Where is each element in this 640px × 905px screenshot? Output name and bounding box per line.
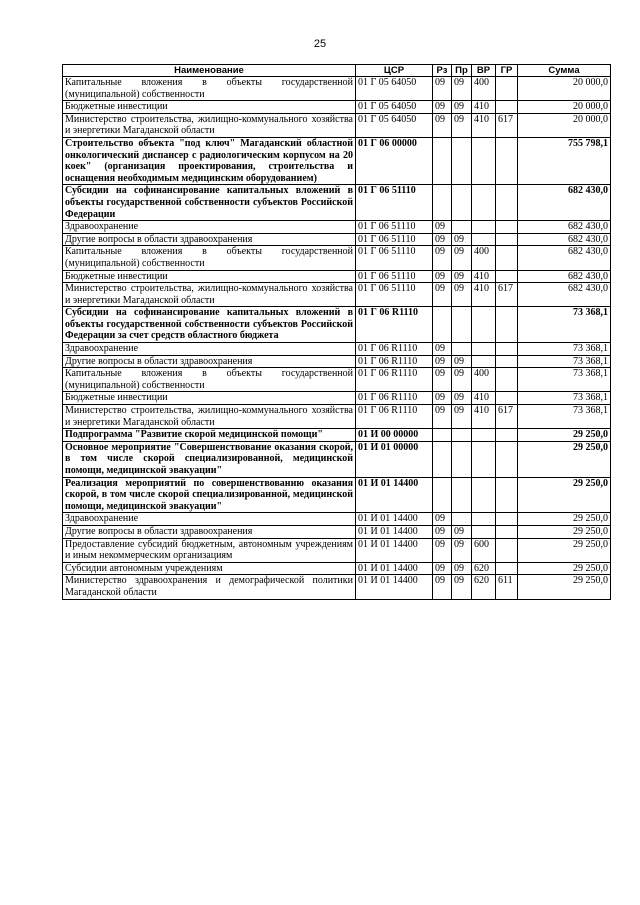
cell-rz: 09	[433, 368, 452, 392]
cell-vr: 410	[472, 405, 496, 429]
cell-rz: 09	[433, 562, 452, 575]
table-row	[63, 233, 611, 246]
cell-pr: 09	[452, 368, 472, 392]
cell-pr	[452, 343, 472, 356]
cell-gr	[496, 368, 518, 392]
cell-sum: 29 250,0	[518, 575, 611, 599]
cell-name: Бюджетные инвестиции	[63, 101, 356, 114]
cell-csr: 01 И 01 14400	[356, 525, 433, 538]
cell-csr: 01 И 01 14400	[356, 562, 433, 575]
cell-rz: 09	[433, 221, 452, 234]
cell-name: Подпрограмма "Развитие скорой медицинской помощи"	[63, 429, 356, 442]
table-row	[63, 270, 611, 283]
table-row	[63, 185, 611, 221]
cell-gr	[496, 77, 518, 101]
cell-vr: 410	[472, 113, 496, 137]
cell-name: Здравоохранение	[63, 513, 356, 526]
header-name: Наименование	[63, 65, 356, 77]
cell-csr: 01 Г 06 51110	[356, 283, 433, 307]
cell-csr: 01 Г 06 R1110	[356, 405, 433, 429]
cell-vr	[472, 525, 496, 538]
header-pr: Пр	[452, 65, 472, 77]
cell-rz: 09	[433, 283, 452, 307]
cell-sum: 682 430,0	[518, 246, 611, 270]
header-gr: ГР	[496, 65, 518, 77]
cell-vr: 600	[472, 538, 496, 562]
cell-pr	[452, 513, 472, 526]
cell-csr: 01 Г 05 64050	[356, 101, 433, 114]
table-header-row	[63, 65, 611, 77]
cell-name: Субсидии на софинансирование капитальных вложений в объекты государственной собственности субъектов Российской Федерации за счет средств областного бюджета	[63, 307, 356, 343]
cell-pr: 09	[452, 113, 472, 137]
cell-rz: 09	[433, 513, 452, 526]
cell-csr: 01 Г 06 51110	[356, 185, 433, 221]
cell-name: Здравоохранение	[63, 343, 356, 356]
cell-gr	[496, 355, 518, 368]
cell-name: Здравоохранение	[63, 221, 356, 234]
cell-gr	[496, 221, 518, 234]
cell-vr	[472, 233, 496, 246]
cell-name: Субсидии автономным учреждениям	[63, 562, 356, 575]
cell-gr	[496, 538, 518, 562]
cell-rz	[433, 429, 452, 442]
cell-pr	[452, 441, 472, 477]
cell-name: Субсидии на софинансирование капитальных вложений в объекты государственной собственности субъектов Российской Федерации	[63, 185, 356, 221]
table-row	[63, 538, 611, 562]
cell-pr	[452, 477, 472, 513]
cell-sum: 20 000,0	[518, 101, 611, 114]
table-row	[63, 137, 611, 184]
cell-name: Другие вопросы в области здравоохранения	[63, 525, 356, 538]
cell-sum: 29 250,0	[518, 562, 611, 575]
cell-sum: 73 368,1	[518, 405, 611, 429]
cell-pr	[452, 185, 472, 221]
cell-gr	[496, 246, 518, 270]
cell-gr	[496, 477, 518, 513]
cell-csr: 01 Г 06 51110	[356, 270, 433, 283]
cell-rz: 09	[433, 246, 452, 270]
cell-sum: 682 430,0	[518, 185, 611, 221]
cell-pr	[452, 221, 472, 234]
cell-vr	[472, 513, 496, 526]
cell-rz	[433, 185, 452, 221]
cell-pr: 09	[452, 283, 472, 307]
cell-csr: 01 И 00 00000	[356, 429, 433, 442]
cell-rz: 09	[433, 575, 452, 599]
cell-name: Другие вопросы в области здравоохранения	[63, 355, 356, 368]
cell-rz: 09	[433, 233, 452, 246]
cell-gr	[496, 101, 518, 114]
cell-csr: 01 Г 06 51110	[356, 233, 433, 246]
cell-sum: 73 368,1	[518, 307, 611, 343]
cell-pr: 09	[452, 101, 472, 114]
cell-vr	[472, 221, 496, 234]
cell-name: Капитальные вложения в объекты государственной (муниципальной) собственности	[63, 246, 356, 270]
table-row	[63, 368, 611, 392]
cell-csr: 01 Г 06 R1110	[356, 392, 433, 405]
cell-pr	[452, 429, 472, 442]
cell-vr	[472, 441, 496, 477]
cell-csr: 01 И 01 00000	[356, 441, 433, 477]
cell-rz: 09	[433, 525, 452, 538]
table-row	[63, 307, 611, 343]
cell-csr: 01 И 01 14400	[356, 575, 433, 599]
cell-pr: 09	[452, 538, 472, 562]
cell-csr: 01 Г 06 51110	[356, 221, 433, 234]
cell-csr: 01 Г 06 51110	[356, 246, 433, 270]
header-rz: Рз	[433, 65, 452, 77]
cell-vr: 410	[472, 270, 496, 283]
cell-vr	[472, 429, 496, 442]
cell-name: Основное мероприятие "Совершенствование оказания скорой, в том числе скорой специализированной, медицинской помощи, медицинской эвакуации"	[63, 441, 356, 477]
cell-sum: 29 250,0	[518, 513, 611, 526]
cell-pr	[452, 307, 472, 343]
cell-rz: 09	[433, 392, 452, 405]
table-row	[63, 513, 611, 526]
cell-gr	[496, 270, 518, 283]
cell-rz: 09	[433, 405, 452, 429]
cell-gr	[496, 233, 518, 246]
cell-rz: 09	[433, 538, 452, 562]
cell-csr: 01 Г 05 64050	[356, 77, 433, 101]
cell-sum: 20 000,0	[518, 77, 611, 101]
cell-pr: 09	[452, 270, 472, 283]
cell-gr: 617	[496, 283, 518, 307]
cell-rz	[433, 137, 452, 184]
cell-vr	[472, 355, 496, 368]
cell-name: Реализация мероприятий по совершенствованию оказания скорой, в том числе скорой специализированной, медицинской помощи, медицинской эвакуации"	[63, 477, 356, 513]
cell-pr: 09	[452, 392, 472, 405]
cell-pr: 09	[452, 246, 472, 270]
cell-vr	[472, 477, 496, 513]
cell-name: Бюджетные инвестиции	[63, 270, 356, 283]
cell-gr	[496, 513, 518, 526]
table-row	[63, 101, 611, 114]
table-row	[63, 246, 611, 270]
cell-vr	[472, 185, 496, 221]
cell-sum: 29 250,0	[518, 441, 611, 477]
table-row	[63, 355, 611, 368]
cell-sum: 29 250,0	[518, 477, 611, 513]
cell-pr: 09	[452, 355, 472, 368]
cell-gr	[496, 562, 518, 575]
cell-vr: 410	[472, 101, 496, 114]
table-row	[63, 477, 611, 513]
table-body	[63, 77, 611, 600]
cell-name: Капитальные вложения в объекты государственной (муниципальной) собственности	[63, 77, 356, 101]
cell-pr: 09	[452, 575, 472, 599]
cell-sum: 73 368,1	[518, 355, 611, 368]
cell-vr	[472, 307, 496, 343]
cell-gr	[496, 185, 518, 221]
cell-pr: 09	[452, 525, 472, 538]
cell-rz	[433, 477, 452, 513]
cell-name: Другие вопросы в области здравоохранения	[63, 233, 356, 246]
cell-csr: 01 Г 06 R1110	[356, 368, 433, 392]
cell-rz: 09	[433, 355, 452, 368]
cell-csr: 01 И 01 14400	[356, 513, 433, 526]
cell-gr: 617	[496, 113, 518, 137]
table-row	[63, 562, 611, 575]
cell-gr: 611	[496, 575, 518, 599]
cell-sum: 73 368,1	[518, 392, 611, 405]
table-row	[63, 113, 611, 137]
cell-csr: 01 Г 06 R1110	[356, 307, 433, 343]
table-row	[63, 77, 611, 101]
cell-gr	[496, 525, 518, 538]
table-row	[63, 429, 611, 442]
cell-pr: 09	[452, 405, 472, 429]
cell-name: Капитальные вложения в объекты государственной (муниципальной) собственности	[63, 368, 356, 392]
cell-csr: 01 Г 06 R1110	[356, 343, 433, 356]
cell-vr: 620	[472, 562, 496, 575]
cell-vr: 400	[472, 368, 496, 392]
cell-name: Министерство строительства, жилищно-коммунального хозяйства и энергетики Магаданской области	[63, 283, 356, 307]
cell-name: Министерство строительства, жилищно-коммунального хозяйства и энергетики Магаданской области	[63, 405, 356, 429]
cell-gr	[496, 137, 518, 184]
cell-rz	[433, 441, 452, 477]
table-row	[63, 441, 611, 477]
cell-pr: 09	[452, 77, 472, 101]
cell-name: Министерство строительства, жилищно-коммунального хозяйства и энергетики Магаданской области	[63, 113, 356, 137]
table-row	[63, 343, 611, 356]
cell-vr	[472, 137, 496, 184]
budget-table	[62, 64, 611, 600]
cell-rz: 09	[433, 343, 452, 356]
cell-sum: 682 430,0	[518, 270, 611, 283]
header-vr: ВР	[472, 65, 496, 77]
cell-gr: 617	[496, 405, 518, 429]
cell-csr: 01 И 01 14400	[356, 538, 433, 562]
table-row	[63, 405, 611, 429]
cell-gr	[496, 343, 518, 356]
cell-rz: 09	[433, 113, 452, 137]
cell-csr: 01 И 01 14400	[356, 477, 433, 513]
cell-rz: 09	[433, 101, 452, 114]
cell-sum: 682 430,0	[518, 233, 611, 246]
table-row	[63, 283, 611, 307]
cell-gr	[496, 392, 518, 405]
cell-sum: 29 250,0	[518, 538, 611, 562]
cell-vr	[472, 343, 496, 356]
page-number: 25	[313, 38, 327, 50]
cell-name: Бюджетные инвестиции	[63, 392, 356, 405]
cell-gr	[496, 441, 518, 477]
cell-csr: 01 Г 05 64050	[356, 113, 433, 137]
table-row	[63, 392, 611, 405]
cell-sum: 20 000,0	[518, 113, 611, 137]
cell-gr	[496, 429, 518, 442]
cell-csr: 01 Г 06 R1110	[356, 355, 433, 368]
cell-sum: 73 368,1	[518, 368, 611, 392]
table-row	[63, 575, 611, 599]
cell-gr	[496, 307, 518, 343]
cell-sum: 682 430,0	[518, 221, 611, 234]
cell-vr: 400	[472, 246, 496, 270]
cell-sum: 682 430,0	[518, 283, 611, 307]
cell-rz: 09	[433, 77, 452, 101]
cell-sum: 29 250,0	[518, 525, 611, 538]
cell-csr: 01 Г 06 00000	[356, 137, 433, 184]
cell-rz: 09	[433, 270, 452, 283]
cell-vr: 620	[472, 575, 496, 599]
cell-pr	[452, 137, 472, 184]
cell-name: Строительство объекта "под ключ" Магаданский областной онкологический диспансер с радиологическим корпусом на 20 коек" (организация проектирования, строительства и оснащения необходимым медицинским оборудованием)	[63, 137, 356, 184]
cell-vr: 410	[472, 392, 496, 405]
cell-rz	[433, 307, 452, 343]
table-row	[63, 221, 611, 234]
table-row	[63, 525, 611, 538]
header-sum: Сумма	[518, 65, 611, 77]
cell-name: Министерство здравоохранения и демографической политики Магаданской области	[63, 575, 356, 599]
header-csr: ЦСР	[356, 65, 433, 77]
cell-vr: 410	[472, 283, 496, 307]
cell-pr: 09	[452, 233, 472, 246]
cell-pr: 09	[452, 562, 472, 575]
cell-vr: 400	[472, 77, 496, 101]
cell-sum: 29 250,0	[518, 429, 611, 442]
cell-name: Предоставление субсидий бюджетным, автономным учреждениям и иным некоммерческим организациям	[63, 538, 356, 562]
cell-sum: 73 368,1	[518, 343, 611, 356]
cell-sum: 755 798,1	[518, 137, 611, 184]
